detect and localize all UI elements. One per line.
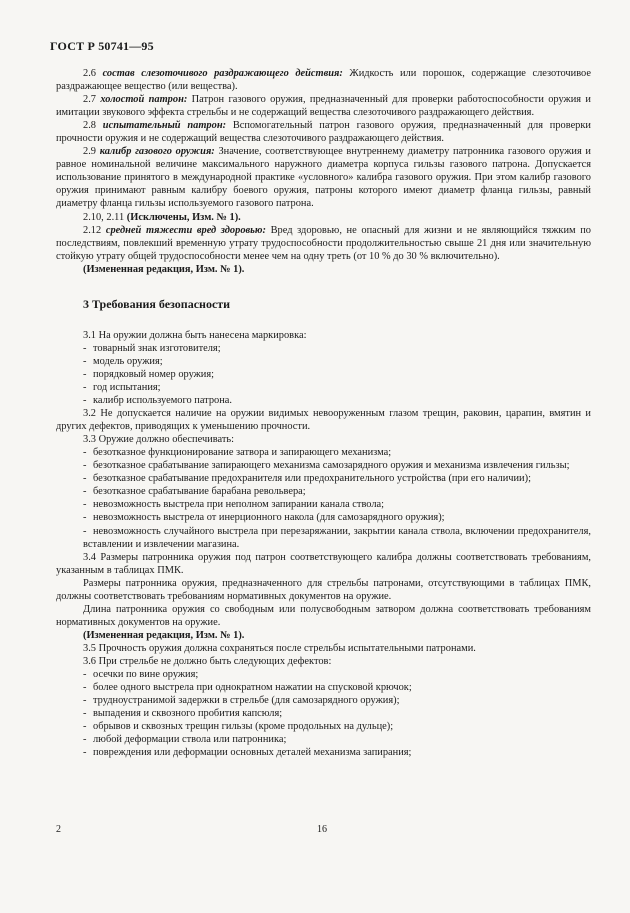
clause-text: Патрон газового оружия, предназначенный для проверки работоспособности оружия и имитации звукового эффекта стрельбы и не содержащий вещества слезоточивого раздражающего действия.: [56, 94, 591, 119]
list-item: - безотказное срабатывание предохранителя или предохранительного устройства (при его наличии);: [83, 473, 531, 485]
definition-clause: [56, 224, 591, 263]
list-item: - год испытания;: [83, 381, 161, 393]
definition-clause: [56, 145, 591, 210]
definition-clause: [56, 93, 591, 119]
clause-term: калибр газового оружия:: [99, 146, 215, 158]
definition-clause: [56, 119, 591, 145]
clause-number: 2.6: [83, 68, 96, 79]
list-item-text: невозможность выстрела от инерционного накола (для самозарядного оружия);: [93, 512, 445, 524]
list-item: - безотказное срабатывание барабана револьвера;: [83, 486, 306, 498]
clause-text: Значение, соответствующее внутреннему диаметру патронника газового оружия и равное номинальной величине максимального наружного диаметра корпуса гильзы газового патрона. Допускается использование принятого в международной практике «условного» калибра газового оружия. При этом калибр газового оружия принимают равным калибру боевого оружия, патроны которого имеют диаметр фланца гильзы, равный диаметру фланца гильзы используемого газового патрона.: [56, 146, 591, 210]
definition-clause: [56, 67, 591, 93]
clause-term: холостой патрон:: [100, 94, 188, 106]
clause-3-4-b: Размеры патронника оружия, предназначенного для стрельбы патронами, отсутствующими в таблицах ПМК, должны соответствовать требованиям нормативных документов на оружие.: [56, 577, 591, 602]
list-item: - осечки по вине оружия;: [83, 669, 199, 681]
clause-3-3: 3.3 Оружие должно обеспечивать:: [83, 434, 235, 446]
clause-3-6: 3.6 При стрельбе не должно быть следующих дефектов:: [83, 655, 332, 667]
page-number: 16: [317, 824, 327, 835]
list-item: - более одного выстрела при однократном нажатии на спусковой крючок;: [83, 682, 412, 694]
list-item-text: безотказное срабатывание запирающего механизма самозарядного оружия и механизма извлечения гильзы;: [93, 460, 570, 472]
list-item-text: более одного выстрела при однократном нажатии на спусковой крючок;: [93, 682, 412, 694]
list-item: - любой деформации ствола или патронника;: [83, 734, 287, 746]
clause-text: Вред здоровью, не опасный для жизни и не являющийся тяжким по последствиям, повлекший временную утрату трудоспособности продолжительностью свыше 21 дня или значительную стойкую утрату общей трудоспособности менее чем на одну треть (от 10 % до 30 % включительно).: [56, 224, 591, 262]
list-item-text: невозможность выстрела при неполном запирании канала ствола;: [93, 499, 385, 511]
list-item-text: осечки по вине оружия;: [93, 669, 199, 681]
list-item-text: безотказное срабатывание предохранителя или предохранительного устройства (при его наличии);: [93, 473, 531, 485]
clause-text: Жидкость или порошок, содержащие слезоточивое раздражающее вещество (или вещества).: [56, 68, 591, 93]
list-item-text: безотказное функционирование затвора и запирающего механизма;: [93, 447, 392, 459]
clause-term: средней тяжести вред здоровью:: [105, 224, 266, 236]
clause-number: 2.10, 2.11: [83, 211, 125, 223]
list-item: - калибр используемого патрона.: [83, 395, 232, 407]
requirements-list: [56, 446, 591, 550]
clause-term: состав слезоточивого раздражающего действия:: [102, 68, 343, 79]
list-item-text: любой деформации ствола или патронника;: [93, 734, 287, 746]
list-item-text: модель оружия;: [93, 355, 163, 367]
list-item-text: порядковый номер оружия;: [93, 368, 215, 380]
list-item: - невозможность выстрела от инерционного накола (для самозарядного оружия);: [83, 512, 445, 524]
definition-clause: [56, 211, 591, 224]
clause-number: 2.9: [83, 146, 96, 158]
edit-note: [56, 629, 591, 642]
clause-term: испытательный патрон:: [102, 120, 227, 132]
defects-list: [56, 668, 591, 759]
clause-number: 2.8: [83, 120, 96, 132]
marking-list: [56, 342, 591, 407]
list-item-text: трудноустранимой задержки в стрельбе (для самозарядного оружия);: [93, 695, 400, 707]
list-item: - безотказное функционирование затвора и запирающего механизма;: [83, 447, 392, 459]
clause-3-1: 3.1 На оружии должна быть нанесена маркировка:: [83, 329, 307, 341]
clause-3-4: 3.4 Размеры патронника оружия под патрон соответствующего калибра должны соответствовать требованиям, указанным в таблицах ПМК.: [56, 551, 591, 576]
definitions-list: [56, 67, 591, 263]
list-item-text: невозможность случайного выстрела при перезаряжании, закрытии канала ствола, включении предохранителя, вставлении и извлечении магазина.: [83, 525, 591, 550]
document-body: [56, 67, 591, 759]
list-item: - трудноустранимой задержки в стрельбе (для самозарядного оружия);: [83, 695, 400, 707]
section-title: 3 Требования безопасности: [83, 296, 231, 311]
list-item-text: выпадения и сквозного пробития капсюля;: [93, 708, 283, 720]
list-item-text: товарный знак изготовителя;: [93, 342, 221, 354]
clause-number: 2.12: [83, 224, 102, 236]
footer-left-number: 2: [56, 824, 61, 835]
list-item: - безотказное срабатывание запирающего механизма самозарядного оружия и механизма извлечения гильзы;: [83, 460, 570, 472]
list-item-text: обрывов и сквозных трещин гильзы (кроме продольных на дульце);: [93, 721, 394, 733]
edit-note-text: (Измененная редакция, Изм. № 1).: [83, 263, 245, 275]
clause-3-5: 3.5 Прочность оружия должна сохраняться после стрельбы испытательными патронами.: [83, 642, 476, 654]
list-item: - невозможность случайного выстрела при перезаряжании, закрытии канала ствола, включении предохранителя, вставлении и извлечении магазина.: [83, 525, 591, 550]
list-item: - обрывов и сквозных трещин гильзы (кроме продольных на дульце);: [83, 721, 394, 733]
list-item: - повреждения или деформации основных деталей механизма запирания;: [83, 747, 412, 759]
list-item: - модель оружия;: [83, 355, 163, 367]
list-item: - выпадения и сквозного пробития капсюля;: [83, 708, 283, 720]
list-item-text: повреждения или деформации основных деталей механизма запирания;: [93, 747, 412, 759]
document-header: ГОСТ Р 50741—95: [50, 39, 154, 53]
list-item-text: год испытания;: [93, 381, 161, 393]
clause-number: 2.7: [83, 94, 96, 106]
clause-text: (Исключены, Изм. № 1).: [126, 211, 241, 223]
clause-3-4-c: Длина патронника оружия со свободным или полусвободным затвором должна соответствовать требованиям нормативных документов на оружие.: [56, 603, 591, 628]
list-item-text: калибр используемого патрона.: [93, 395, 232, 407]
clause-text: Вспомогательный патрон газового оружия, предназначенный для проверки прочности оружия и не содержащий вещества слезоточивого раздражающего действия.: [56, 120, 591, 145]
list-item: - порядковый номер оружия;: [83, 368, 215, 380]
edit-note-text: (Измененная редакция, Изм. № 1).: [83, 629, 245, 641]
list-item: - невозможность выстрела при неполном запирании канала ствола;: [83, 499, 385, 511]
list-item-text: безотказное срабатывание барабана револьвера;: [93, 486, 306, 498]
clause-3-2: 3.2 Не допускается наличие на оружии видимых невооруженным глазом трещин, раковин, царапин, вмятин и других дефектов, приводящих к уменьшению прочности.: [56, 408, 591, 433]
edit-note: [56, 263, 591, 276]
list-item: - товарный знак изготовителя;: [83, 342, 221, 354]
